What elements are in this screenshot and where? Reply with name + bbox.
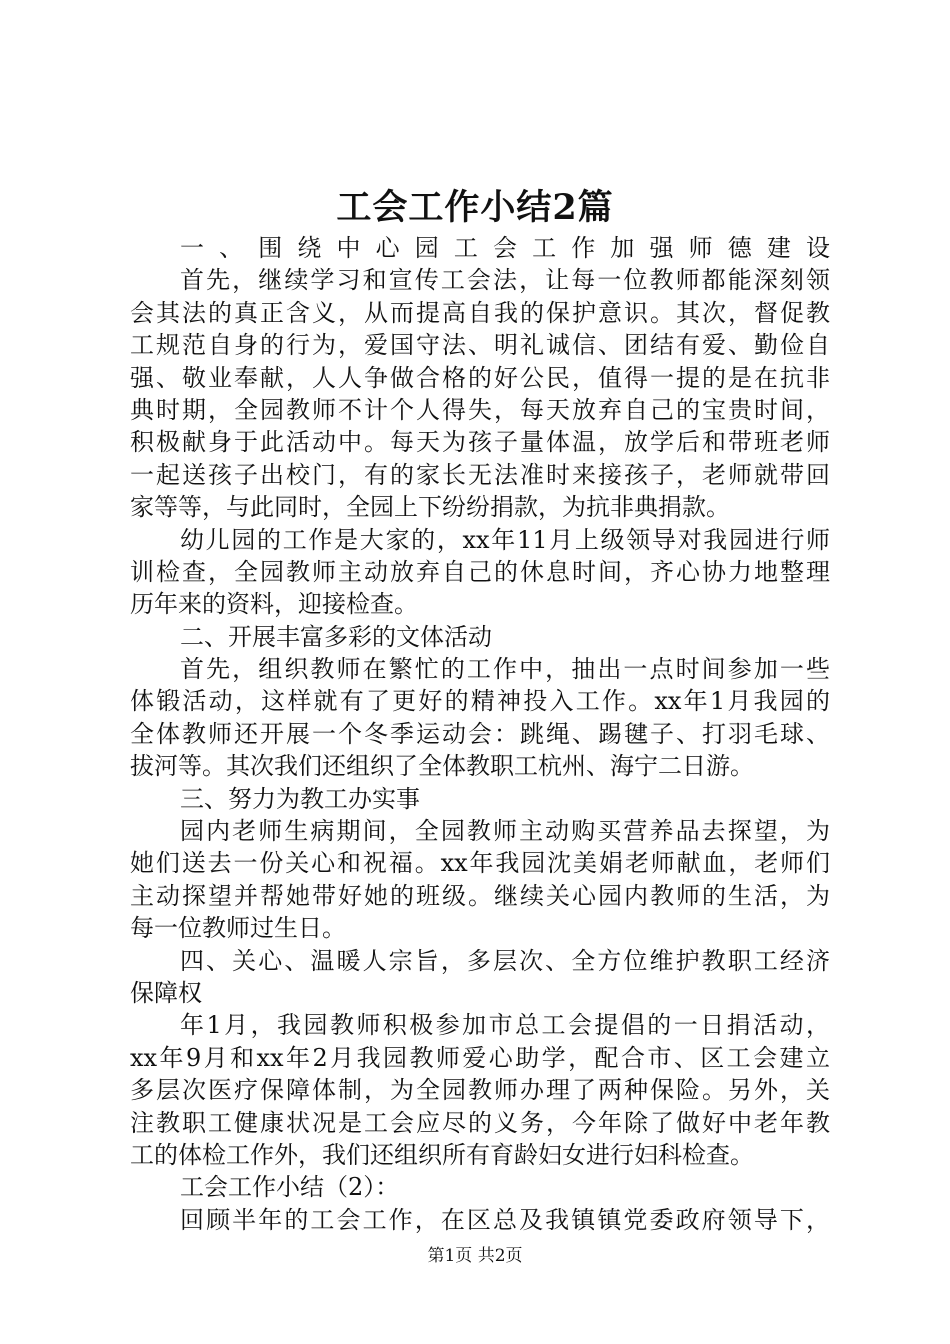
text-line: 工规范自身的行为，爱国守法、明礼诚信、团结有爱、勤俭自 bbox=[130, 331, 830, 360]
text-line: 主动探望并帮她带好她的班级。继续关心园内教师的生活，为 bbox=[130, 881, 830, 910]
section-heading-2: 二、开展丰富多彩的文体活动 bbox=[180, 622, 492, 651]
text-line: 积极献身于此活动中。每天为孩子量体温，放学后和带班老师 bbox=[130, 428, 830, 457]
text-line: 训检查，全园教师主动放弃自己的休息时间，齐心协力地整理 bbox=[130, 557, 830, 586]
text-line: xx年9月和xx年2月我园教师爱心助学，配合市、区工会建立 bbox=[130, 1043, 830, 1072]
text-line: 保障权 bbox=[130, 978, 202, 1007]
text-line: 幼儿园的工作是大家的，xx年11月上级领导对我园进行师 bbox=[180, 525, 830, 554]
text-line: 工的体检工作外，我们还组织所有育龄妇女进行妇科检查。 bbox=[130, 1140, 754, 1169]
section-heading-3: 三、努力为教工办实事 bbox=[180, 784, 420, 813]
text-line: 典时期，全园教师不计个人得失，每天放弃自己的宝贵时间， bbox=[130, 395, 830, 424]
text-line: 强、敬业奉献，人人争做合格的好公民，值得一提的是在抗非 bbox=[130, 363, 830, 392]
text-line: 全体教师还开展一个冬季运动会：跳绳、踢毽子、打羽毛球、 bbox=[130, 719, 830, 748]
text-line: 首先，组织教师在繁忙的工作中，抽出一点时间参加一些 bbox=[180, 655, 830, 684]
document-title: 工会工作小结2篇 bbox=[336, 187, 614, 228]
text-line: 历年来的资料，迎接检查。 bbox=[130, 590, 418, 619]
text-line: 拔河等。其次我们还组织了全体教职工杭州、海宁二日游。 bbox=[130, 752, 754, 781]
text-line: 会其法的真正含义，从而提高自我的保护意识。其次，督促教 bbox=[130, 298, 830, 327]
text-line: 每一位教师过生日。 bbox=[130, 914, 346, 943]
text-line: 注教职工健康状况是工会应尽的义务，今年除了做好中老年教 bbox=[130, 1108, 830, 1137]
text-line: 她们送去一份关心和祝福。xx年我园沈美娟老师献血，老师们 bbox=[130, 849, 830, 878]
text-line: 多层次医疗保障体制，为全园教师办理了两种保险。另外，关 bbox=[130, 1076, 830, 1105]
page-footer: 第1页 共2页 bbox=[427, 1246, 523, 1266]
text-line: 年1月，我园教师积极参加市总工会提倡的一日捐活动， bbox=[180, 1011, 830, 1040]
section-heading-1: 一、围绕中心园工会工作加强师德建设 bbox=[180, 234, 830, 262]
section-heading-4: 四、关心、温暖人宗旨，多层次、全方位维护教职工经济 bbox=[180, 946, 830, 975]
text-line: 首先，继续学习和宣传工会法，让每一位教师都能深刻领 bbox=[180, 266, 830, 295]
text-line: 回顾半年的工会工作，在区总及我镇镇党委政府领导下， bbox=[180, 1205, 830, 1234]
document-body bbox=[130, 232, 830, 1236]
text-line: 家等等，与此同时，全园上下纷纷捐款，为抗非典捐款。 bbox=[130, 493, 730, 522]
text-line: 体锻活动，这样就有了更好的精神投入工作。xx年1月我园的 bbox=[130, 687, 830, 716]
text-line: 园内老师生病期间，全园教师主动购买营养品去探望，为 bbox=[180, 817, 830, 846]
text-line: 一起送孩子出校门，有的家长无法准时来接孩子，老师就带回 bbox=[130, 460, 830, 489]
subtitle-line: 工会工作小结（2）： bbox=[180, 1173, 400, 1202]
